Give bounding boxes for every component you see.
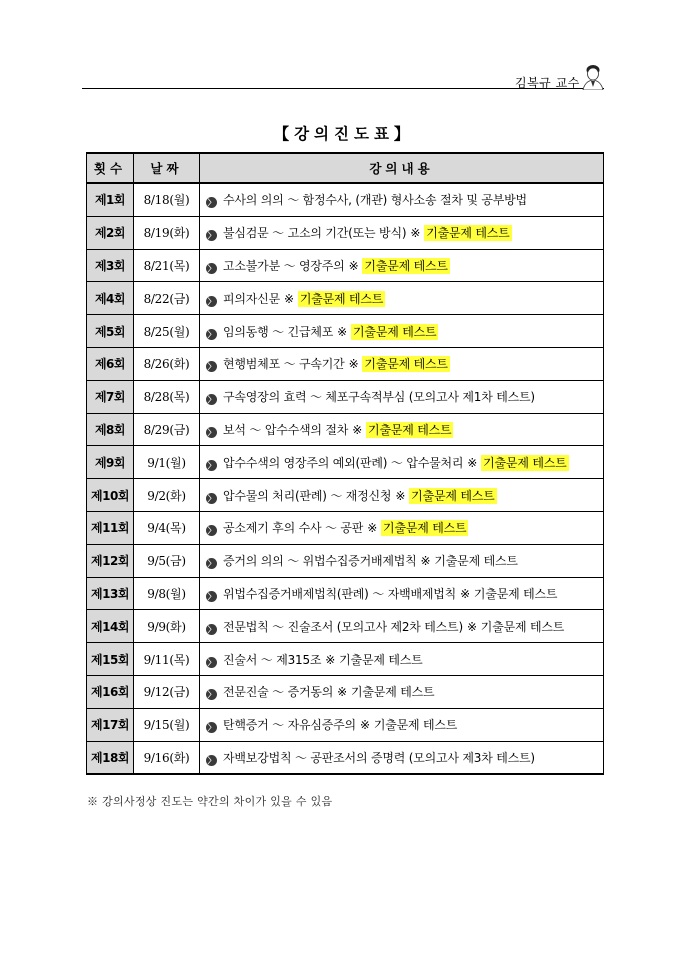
lecture-topic: 전문법칙 ～ 진술조서 (모의고사 제2차 테스트): [223, 619, 463, 634]
table-row: [87, 741, 604, 774]
content-cell: [200, 479, 604, 512]
content-cell: [200, 544, 604, 577]
date-cell: 9/12(금): [134, 675, 200, 708]
content-cell: [200, 610, 604, 643]
header-date: 날짜: [134, 153, 200, 183]
reference-mark: ※: [337, 685, 348, 700]
lecture-topic: 전문진술 ～ 증거동의: [223, 685, 334, 700]
lecture-topic: 현행범체포 ～ 구속기간: [223, 357, 345, 372]
date-cell: 9/1(월): [134, 446, 200, 479]
content-cell: [200, 249, 604, 282]
exam-note: 기출문제 테스트: [411, 488, 495, 503]
reference-mark: ※: [283, 291, 294, 306]
content-cell: [200, 183, 604, 216]
round-cell: 제16회: [87, 675, 134, 708]
reference-mark: ※: [352, 422, 363, 437]
content-cell: [200, 446, 604, 479]
content-cell: [200, 413, 604, 446]
lecture-topic: 임의동행 ～ 긴급체포: [223, 324, 334, 339]
content-cell: [200, 511, 604, 544]
header-content: 강의내용: [200, 153, 604, 183]
round-cell: 제5회: [87, 315, 134, 348]
table-row: [87, 511, 604, 544]
content-cell: [200, 741, 604, 774]
table-row: [87, 643, 604, 676]
lecture-topic: 불심검문 ～ 고소의 기간(또는 방식): [223, 226, 407, 241]
round-cell: 제12회: [87, 544, 134, 577]
lecture-topic: 고소불가분 ～ 영장주의: [223, 258, 345, 273]
bullet-icon: 〉: [207, 296, 216, 306]
date-cell: 8/22(금): [134, 282, 200, 315]
bullet-icon: 〉: [207, 624, 216, 634]
date-cell: 9/5(금): [134, 544, 200, 577]
reference-mark: ※: [467, 455, 478, 470]
round-cell: 제17회: [87, 708, 134, 741]
page-title: 【강의진도표】: [273, 124, 415, 143]
lecture-topic: 탄핵증거 ～ 자유심증주의: [223, 718, 356, 733]
round-cell: 제1회: [87, 183, 134, 216]
exam-note: 기출문제 테스트: [383, 521, 467, 536]
bullet-icon: 〉: [207, 460, 216, 470]
lecture-topic: 피의자신문: [223, 291, 280, 306]
bullet-icon: 〉: [207, 559, 216, 569]
reference-mark: ※: [348, 357, 359, 372]
schedule-body: [87, 183, 604, 774]
table-row: [87, 413, 604, 446]
lecture-topic: 진술서 ～ 제315조: [223, 652, 322, 667]
round-cell: 제7회: [87, 380, 134, 413]
date-cell: 8/26(화): [134, 347, 200, 380]
round-cell: 제15회: [87, 643, 134, 676]
content-cell: [200, 708, 604, 741]
table-row: [87, 446, 604, 479]
exam-note: 기출문제 테스트: [353, 324, 437, 339]
reference-mark: ※: [460, 586, 470, 601]
reference-mark: ※: [466, 619, 477, 634]
table-header-row: [87, 153, 604, 183]
bullet-icon: 〉: [207, 526, 216, 536]
bullet-icon: 〉: [207, 198, 216, 208]
lecture-topic: 압수수색의 영장주의 예외(판례) ～ 압수물처리: [223, 455, 464, 470]
lecture-topic: 위법수집증거배제법칙(판례) ～ 자백배제법칙: [223, 586, 457, 601]
lecture-topic: 압수물의 처리(판례) ～ 재정신청: [223, 488, 392, 503]
date-cell: 9/2(화): [134, 479, 200, 512]
bullet-icon: 〉: [207, 755, 216, 765]
table-row: [87, 675, 604, 708]
round-cell: 제13회: [87, 577, 134, 610]
exam-note: 기출문제 테스트: [351, 685, 435, 700]
date-cell: 8/25(월): [134, 315, 200, 348]
table-row: [87, 479, 604, 512]
content-cell: [200, 380, 604, 413]
content-cell: [200, 643, 604, 676]
lecture-topic: 구속영장의 효력 ～ 체포구속적부심 (모의고사 제1차 테스트): [223, 390, 535, 405]
date-cell: 9/4(목): [134, 511, 200, 544]
exam-note: 기출문제 테스트: [426, 226, 510, 241]
table-row: [87, 282, 604, 315]
round-cell: 제4회: [87, 282, 134, 315]
exam-note: 기출문제 테스트: [364, 357, 448, 372]
schedule-table: [86, 152, 604, 775]
round-cell: 제9회: [87, 446, 134, 479]
reference-mark: ※: [337, 324, 348, 339]
table-row: [87, 315, 604, 348]
table-row: [87, 544, 604, 577]
header-round: 횟수: [87, 153, 134, 183]
bullet-icon: 〉: [207, 591, 216, 601]
bullet-icon: 〉: [207, 723, 216, 733]
lecture-topic: 수사의 의의 ～ 함정수사, (개관) 형사소송 절차 및 공부방법: [223, 193, 527, 208]
date-cell: 9/11(목): [134, 643, 200, 676]
bullet-icon: 〉: [207, 231, 216, 241]
reference-mark: ※: [359, 718, 370, 733]
table-row: [87, 249, 604, 282]
date-cell: 8/18(월): [134, 183, 200, 216]
bullet-icon: 〉: [207, 329, 216, 339]
lecture-topic: 증거의 의의 ～ 위법수집증거배제법칙: [223, 554, 417, 569]
table-row: [87, 380, 604, 413]
exam-note: 기출문제 테스트: [364, 258, 448, 273]
round-cell: 제3회: [87, 249, 134, 282]
author-name: 김복규 교수: [515, 76, 580, 90]
date-cell: 9/16(화): [134, 741, 200, 774]
lecture-topic: 공소제기 후의 수사 ～ 공판: [223, 521, 364, 536]
table-row: [87, 610, 604, 643]
table-row: [87, 577, 604, 610]
exam-note: 기출문제 테스트: [339, 652, 423, 667]
author-portrait-icon: [580, 62, 606, 90]
date-cell: 9/8(월): [134, 577, 200, 610]
round-cell: 제11회: [87, 511, 134, 544]
bullet-icon: 〉: [207, 493, 216, 503]
footnote: ※ 강의사정상 진도는 약간의 차이가 있을 수 있음: [87, 795, 333, 808]
content-cell: [200, 577, 604, 610]
date-cell: 9/15(월): [134, 708, 200, 741]
table-row: [87, 708, 604, 741]
round-cell: 제8회: [87, 413, 134, 446]
exam-note: 기출문제 테스트: [434, 554, 518, 569]
reference-mark: ※: [367, 521, 378, 536]
table-row: [87, 216, 604, 249]
reference-mark: ※: [410, 226, 421, 241]
bullet-icon: 〉: [207, 263, 216, 273]
lecture-topic: 자백보강법칙 ～ 공판조서의 증명력 (모의고사 제3차 테스트): [223, 750, 535, 765]
content-cell: [200, 675, 604, 708]
bullet-icon: 〉: [207, 395, 216, 405]
exam-note: 기출문제 테스트: [368, 422, 452, 437]
date-cell: 8/29(금): [134, 413, 200, 446]
round-cell: 제6회: [87, 347, 134, 380]
date-cell: 8/28(목): [134, 380, 200, 413]
reference-mark: ※: [348, 258, 359, 273]
reference-mark: ※: [325, 652, 336, 667]
lecture-topic: 보석 ～ 압수수색의 절차: [223, 422, 349, 437]
bullet-icon: 〉: [207, 657, 216, 667]
reference-mark: ※: [420, 554, 431, 569]
exam-note: 기출문제 테스트: [483, 455, 567, 470]
round-cell: 제18회: [87, 741, 134, 774]
content-cell: [200, 216, 604, 249]
exam-note: 기출문제 테스트: [299, 291, 384, 306]
reference-mark: ※: [395, 488, 406, 503]
exam-note: 기출문제 테스트: [373, 718, 458, 733]
bullet-icon: 〉: [207, 362, 216, 372]
exam-note: 기출문제 테스트: [473, 586, 558, 601]
table-row: [87, 347, 604, 380]
round-cell: 제14회: [87, 610, 134, 643]
bullet-icon: 〉: [207, 690, 216, 700]
bullet-icon: 〉: [207, 427, 216, 437]
date-cell: 9/9(화): [134, 610, 200, 643]
content-cell: [200, 282, 604, 315]
round-cell: 제10회: [87, 479, 134, 512]
date-cell: 8/21(목): [134, 249, 200, 282]
content-cell: [200, 347, 604, 380]
table-row: [87, 183, 604, 216]
exam-note: 기출문제 테스트: [480, 619, 565, 634]
content-cell: [200, 315, 604, 348]
round-cell: 제2회: [87, 216, 134, 249]
date-cell: 8/19(화): [134, 216, 200, 249]
